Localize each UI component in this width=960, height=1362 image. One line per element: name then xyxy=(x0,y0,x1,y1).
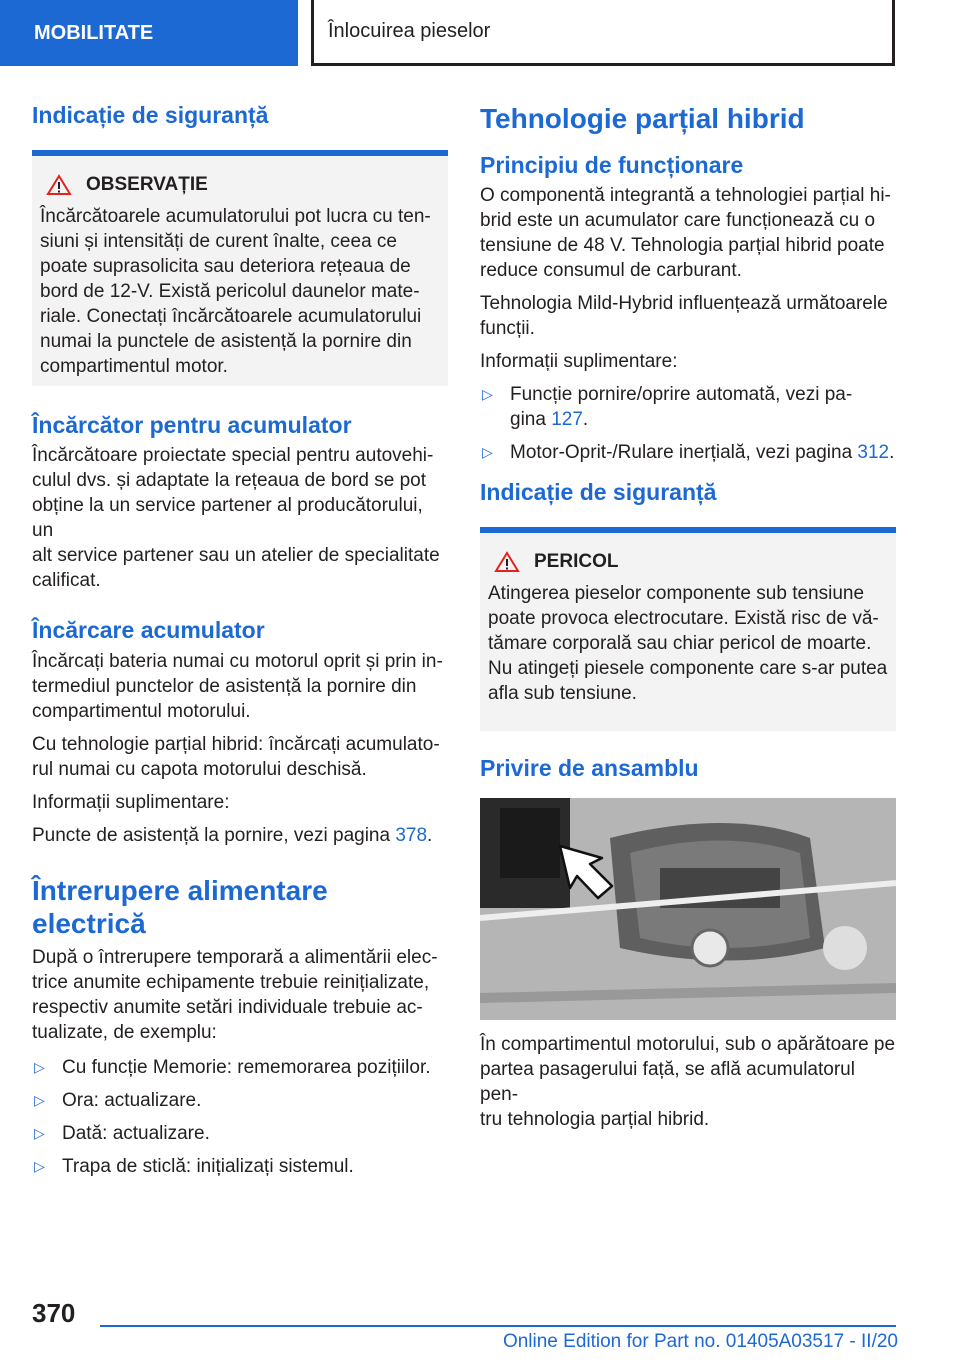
interrupt-paragraph xyxy=(32,945,448,1045)
notice-line: numai la punctele de asistență la pornire din xyxy=(40,330,412,352)
header-section-tab: MOBILITATE xyxy=(0,0,298,66)
text-line: tensiune de 48 V. Tehnologia parțial hibrid poate xyxy=(480,235,885,257)
list-item-text: Trapa de sticlă: inițializați sistemul. xyxy=(62,1155,354,1177)
list-item xyxy=(32,1121,448,1146)
more-info-label: Informații suplimentare: xyxy=(480,351,678,373)
text-line: Tehnologia Mild-Hybrid influențează următoarele xyxy=(480,293,888,315)
text-line: respectiv anumite setări individuale trebuie ac- xyxy=(32,996,423,1018)
text-line: Cu tehnologie parțial hibrid: încărcați acumulato- xyxy=(32,733,440,755)
notice-line: siuni și intensități de curent înalte, ceea ce xyxy=(40,230,397,252)
list-item xyxy=(480,440,896,465)
text-line: În compartimentul motorului, sub o apărătoare pe xyxy=(480,1034,896,1056)
text-line: tru tehnologia parțial hibrid. xyxy=(480,1109,710,1131)
charger-heading: Încărcător pentru acumulator xyxy=(32,411,352,438)
text-line: partea pasagerului față, se află acumulatorul pen- xyxy=(480,1059,855,1106)
list-item xyxy=(480,382,896,432)
notice-pericol xyxy=(480,527,896,731)
safety-heading-left: Indicație de siguranță xyxy=(32,102,269,128)
overview-heading: Privire de ansamblu xyxy=(480,754,699,781)
interrupt-list xyxy=(32,1055,448,1179)
charging-heading: Încărcare acumulator xyxy=(32,617,265,644)
bullet-triangle-icon: ▷ xyxy=(34,1157,45,1174)
warning-triangle-icon xyxy=(46,174,72,196)
warning-triangle-icon xyxy=(494,551,520,573)
notice-line: Atingerea pieselor componente sub tensiune xyxy=(488,582,865,604)
reference-text: Puncte de asistență la pornire, vezi pagina xyxy=(32,824,396,846)
text-line: funcții. xyxy=(480,318,535,340)
notice-line: Încărcătoarele acumulatorului pot lucra cu ten- xyxy=(40,205,431,227)
text-line: O componentă integrantă a tehnologiei parțial hi- xyxy=(480,185,891,207)
text-line: alt service partener sau un atelier de specialitate xyxy=(32,545,440,567)
text-line: gina xyxy=(510,409,552,431)
bullet-triangle-icon: ▷ xyxy=(34,1091,45,1108)
charging-paragraph-2 xyxy=(32,732,448,782)
list-item-text: Dată: actualizare. xyxy=(62,1122,210,1144)
list-item-text: Ora: actualizare. xyxy=(62,1089,202,1111)
notice-line: poate provoca electrocutare. Există risc de vă- xyxy=(488,607,879,629)
page-link-127[interactable]: 127 xyxy=(551,409,583,431)
text-line: Încărcătoare proiectate special pentru autovehi- xyxy=(32,445,434,467)
text-line: tualizate, de exemplu: xyxy=(32,1021,217,1043)
left-column xyxy=(32,96,448,1187)
photo-caption xyxy=(480,1032,896,1132)
notice-line: tămare corporală sau chiar pericol de moarte. xyxy=(488,632,872,654)
page-number: 370 xyxy=(32,1298,76,1328)
notice-line: bord de 12-V. Există pericolul daunelor mate- xyxy=(40,280,420,302)
notice-observatie xyxy=(32,150,448,386)
text-line: După o întrerupere temporară a alimentării elec- xyxy=(32,946,438,968)
bullet-triangle-icon: ▷ xyxy=(482,386,493,403)
text-line: calificat. xyxy=(32,570,101,592)
notice-label: PERICOL xyxy=(534,550,619,572)
bullet-triangle-icon: ▷ xyxy=(34,1058,45,1075)
cross-reference: Puncte de asistență la pornire, vezi pagina 378. xyxy=(32,824,433,846)
principle-paragraph-2 xyxy=(480,291,896,341)
text-line: rul numai cu capota motorului deschisă. xyxy=(32,758,367,780)
principle-paragraph xyxy=(480,183,896,283)
bullet-triangle-icon: ▷ xyxy=(34,1124,45,1141)
right-column xyxy=(480,96,896,1132)
notice-head xyxy=(46,174,440,196)
notice-label: OBSERVAȚIE xyxy=(86,173,208,195)
list-item xyxy=(32,1088,448,1113)
text-line: termediul punctelor de asistență la pornire din xyxy=(32,675,417,697)
text-line: reduce consumul de carburant. xyxy=(480,260,742,282)
header-title: Înlocuirea pieselor xyxy=(311,0,895,66)
page-link-378[interactable]: 378 xyxy=(395,824,428,846)
notice-line: compartimentul motor. xyxy=(40,355,228,377)
notice-line: Nu atingeți piesele componente care s-ar putea xyxy=(488,657,888,679)
text-line: compartimentul motorului. xyxy=(32,700,251,722)
principle-list xyxy=(480,382,896,465)
bullet-triangle-icon: ▷ xyxy=(482,444,493,461)
text-line: Motor-Oprit-/Rulare inerțială, vezi pagina xyxy=(510,442,858,464)
notice-line: afla sub tensiune. xyxy=(488,682,637,704)
charger-paragraph xyxy=(32,443,448,593)
list-item xyxy=(32,1154,448,1179)
engine-compartment-photo xyxy=(480,798,896,1020)
text-line: Încărcați bateria numai cu motorul oprit și prin in- xyxy=(32,650,443,672)
list-item-text: Cu funcție Memorie: rememorarea pozițiilor. xyxy=(62,1056,431,1078)
list-item xyxy=(32,1055,448,1080)
text-line: culul dvs. și adaptate la rețeaua de bord se pot xyxy=(32,470,426,492)
footer-divider xyxy=(100,1325,896,1327)
engine-illustration xyxy=(480,798,896,1020)
page-link-312[interactable]: 312 xyxy=(857,442,890,464)
safety-heading-right: Indicație de siguranță xyxy=(480,479,717,506)
footer-edition: Online Edition for Part no. 01405A03517 - II/20 xyxy=(502,1331,898,1352)
hybrid-heading: Tehnologie parțial hibrid xyxy=(480,103,805,134)
principle-heading: Principiu de funcționare xyxy=(480,151,744,178)
list-item-text: Funcție pornire/oprire automată, vezi pa- gina 127. xyxy=(510,384,853,431)
text-line: trice anumite echipamente trebuie reinițializate, xyxy=(32,971,430,993)
text-line: obține la un service partener al producătorului, un xyxy=(32,495,423,542)
notice-head xyxy=(494,551,888,573)
interrupt-heading: Întrerupere alimentare electrică xyxy=(32,874,328,940)
more-info-label: Informații suplimentare: xyxy=(32,791,230,813)
list-item-text: Motor-Oprit-/Rulare inerțială, vezi pagina 312. xyxy=(510,442,895,464)
notice-line: poate suprasolicita sau deteriora rețeaua de xyxy=(40,255,411,277)
notice-line: riale. Conectați încărcătoarele acumulatorului xyxy=(40,305,422,327)
text-line: brid este un acumulator care funcționează cu o xyxy=(480,210,876,232)
text-line: Funcție pornire/oprire automată, vezi pa- xyxy=(510,384,853,406)
charging-paragraph xyxy=(32,649,448,724)
